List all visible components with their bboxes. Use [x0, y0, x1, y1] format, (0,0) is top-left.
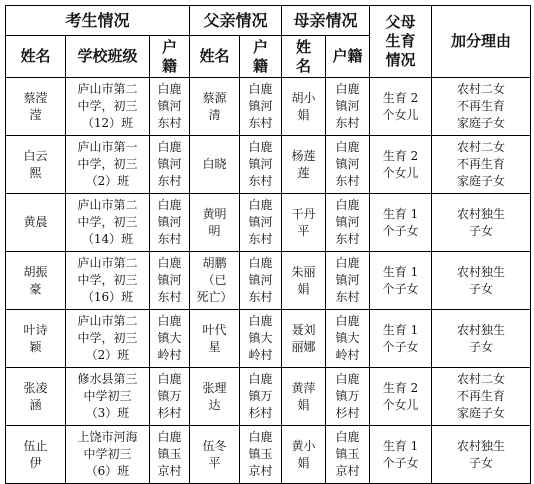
birth-cell: 生育 2 个女儿	[370, 136, 432, 194]
bonus-reason-header: 加分理由	[432, 6, 531, 78]
reason-cell: 农村二女 不再生育 家庭子女	[432, 78, 531, 136]
father-name-cell: 伍冬 平	[190, 426, 240, 484]
school-class-header: 学校班级	[66, 36, 150, 78]
reason-cell: 农村二女 不再生育 家庭子女	[432, 368, 531, 426]
school-class-cell: 上饶市河海 中学初三 （6）班	[66, 426, 150, 484]
father-name-cell: 叶代 星	[190, 310, 240, 368]
student-hukou-cell: 白鹿 镇河 东村	[150, 252, 190, 310]
school-class-cell: 庐山市第二 中学，初三 （14）班	[66, 194, 150, 252]
table-row	[6, 426, 531, 484]
birth-cell: 生育 1 个子女	[370, 426, 432, 484]
student-name-header: 姓名	[6, 36, 66, 78]
father-hukou-cell: 白鹿 镇万 杉村	[240, 368, 282, 426]
student-name-cell: 张凌 涵	[6, 368, 66, 426]
school-class-cell: 庐山市第一 中学，初三 （2）班	[66, 136, 150, 194]
father-name-header: 姓名	[190, 36, 240, 78]
father-name-cell: 胡鹏 （已 死亡）	[190, 252, 240, 310]
mother-hukou-cell: 白鹿 镇大 岭村	[326, 310, 370, 368]
parents-birth-header: 父母 生育 情况	[370, 6, 432, 78]
student-hukou-header: 户 籍	[150, 36, 190, 78]
table-row	[6, 78, 531, 136]
mother-hukou-cell: 白鹿 镇河 东村	[326, 78, 370, 136]
birth-cell: 生育 1 个子女	[370, 252, 432, 310]
student-name-cell: 伍止 伊	[6, 426, 66, 484]
mother-hukou-cell: 白鹿 镇玉 京村	[326, 426, 370, 484]
reason-cell: 农村二女 不再生育 家庭子女	[432, 136, 531, 194]
student-hukou-cell: 白鹿 镇河 东村	[150, 136, 190, 194]
birth-cell: 生育 1 个子女	[370, 194, 432, 252]
mother-name-cell: 干丹 平	[282, 194, 326, 252]
table-row	[6, 136, 531, 194]
reason-cell: 农村独生 子女	[432, 194, 531, 252]
mother-hukou-cell: 白鹿 镇河 东村	[326, 252, 370, 310]
student-name-cell: 黄晨	[6, 194, 66, 252]
birth-cell: 生育 2 个女儿	[370, 368, 432, 426]
mother-hukou-header: 户籍	[326, 36, 370, 78]
mother-name-cell: 聂刘 丽娜	[282, 310, 326, 368]
header-row-groups	[6, 6, 531, 36]
father-hukou-header: 户 籍	[240, 36, 282, 78]
mother-hukou-cell: 白鹿 镇河 东村	[326, 194, 370, 252]
father-hukou-cell: 白鹿 镇河 东村	[240, 78, 282, 136]
mother-hukou-cell: 白鹿 镇万 杉村	[326, 368, 370, 426]
mother-name-header: 姓 名	[282, 36, 326, 78]
school-class-cell: 修水县第三 中学初三 （3）班	[66, 368, 150, 426]
father-hukou-cell: 白鹿 镇河 东村	[240, 252, 282, 310]
mother-info-header: 母亲情况	[282, 6, 370, 36]
mother-name-cell: 杨莲 莲	[282, 136, 326, 194]
mother-name-cell: 朱丽 娟	[282, 252, 326, 310]
school-class-cell: 庐山市第二 中学，初三 （12）班	[66, 78, 150, 136]
father-name-cell: 白晓	[190, 136, 240, 194]
father-name-cell: 张理 达	[190, 368, 240, 426]
student-hukou-cell: 白鹿 镇万 杉村	[150, 368, 190, 426]
birth-cell: 生育 2 个女儿	[370, 78, 432, 136]
student-hukou-cell: 白鹿 镇河 东村	[150, 78, 190, 136]
father-name-cell: 黄明 明	[190, 194, 240, 252]
father-name-cell: 蔡源 清	[190, 78, 240, 136]
reason-cell: 农村独生 子女	[432, 426, 531, 484]
table-row	[6, 368, 531, 426]
table-row	[6, 252, 531, 310]
father-hukou-cell: 白鹿 镇河 东村	[240, 194, 282, 252]
father-hukou-cell: 白鹿 镇玉 京村	[240, 426, 282, 484]
reason-cell: 农村独生 子女	[432, 310, 531, 368]
father-hukou-cell: 白鹿 镇河 东村	[240, 136, 282, 194]
student-hukou-cell: 白鹿 镇河 东村	[150, 194, 190, 252]
student-name-cell: 叶诗 颖	[6, 310, 66, 368]
school-class-cell: 庐山市第二 中学，初三 （2）班	[66, 310, 150, 368]
student-name-cell: 胡振 豪	[6, 252, 66, 310]
table-row	[6, 194, 531, 252]
student-hukou-cell: 白鹿 镇玉 京村	[150, 426, 190, 484]
birth-cell: 生育 1 个子女	[370, 310, 432, 368]
mother-name-cell: 黄小 娟	[282, 426, 326, 484]
father-hukou-cell: 白鹿 镇大 岭村	[240, 310, 282, 368]
mother-hukou-cell: 白鹿 镇河 东村	[326, 136, 370, 194]
father-info-header: 父亲情况	[190, 6, 282, 36]
school-class-cell: 庐山市第二 中学，初三 （16）班	[66, 252, 150, 310]
mother-name-cell: 黄萍 娟	[282, 368, 326, 426]
bonus-points-table	[5, 5, 531, 484]
student-info-header: 考生情况	[6, 6, 190, 36]
student-hukou-cell: 白鹿 镇大 岭村	[150, 310, 190, 368]
mother-name-cell: 胡小 娟	[282, 78, 326, 136]
table-row	[6, 310, 531, 368]
student-name-cell: 蔡滢 滢	[6, 78, 66, 136]
reason-cell: 农村独生 子女	[432, 252, 531, 310]
student-name-cell: 白云 熙	[6, 136, 66, 194]
table-body	[6, 78, 531, 484]
